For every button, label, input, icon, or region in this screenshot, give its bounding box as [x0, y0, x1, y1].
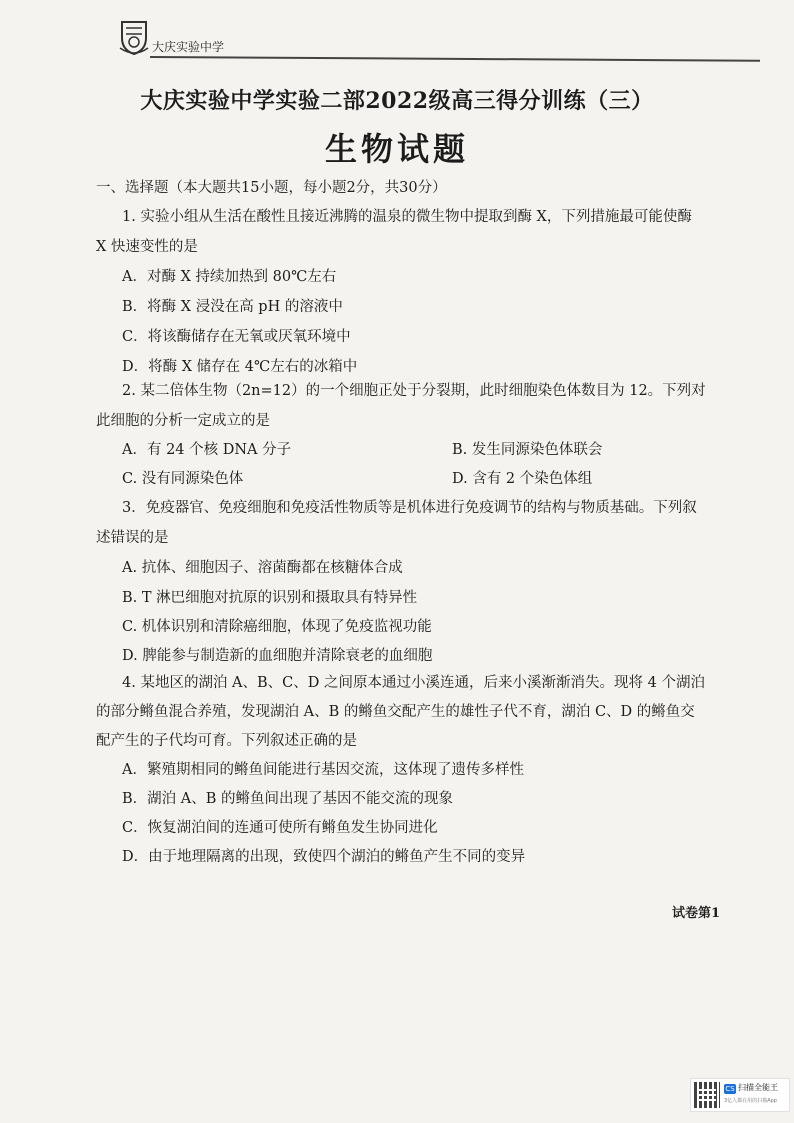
scanner-badge-title: 扫描全能王	[738, 1083, 778, 1092]
question-2-stem-cont: 此细胞的分析一定成立的是	[96, 413, 270, 429]
question-1-stem-cont: X 快速变性的是	[96, 239, 198, 255]
question-1-option-a: A．对酶 X 持续加热到 80℃左右	[122, 269, 337, 285]
question-2-option-a: A．有 24 个核 DNA 分子	[122, 442, 292, 458]
question-2-option-c: C. 没有同源染色体	[122, 471, 244, 487]
question-2-stem: 2. 某二倍体生物（2n=12）的一个细胞正处于分裂期，此时细胞染色体数目为 12。下列对	[122, 383, 706, 399]
question-3-stem: 3．免疫器官、免疫细胞和免疫活性物质等是机体进行免疫调节的结构与物质基础。下列叙	[122, 500, 697, 516]
section-heading: 一、选择题（本大题共15小题，每小题2分，共30分）	[96, 180, 447, 196]
question-3-option-c: C. 机体识别和清除癌细胞，体现了免疫监视功能	[122, 619, 432, 635]
exam-title: 大庆实验中学实验二部2022级高三得分训练（三）	[140, 88, 654, 114]
question-4-stem-cont-2: 配产生的子代均可育。下列叙述正确的是	[96, 733, 357, 749]
question-3-option-b: B. T 淋巴细胞对抗原的识别和摄取具有特异性	[122, 590, 418, 606]
question-2-option-d: D. 含有 2 个染色体组	[452, 471, 593, 487]
qr-code-icon	[694, 1082, 720, 1108]
question-4-stem: 4. 某地区的湖泊 A、B、C、D 之间原本通过小溪连通，后来小溪渐渐消失。现将 4 个湖泊	[122, 675, 705, 691]
question-1-stem: 1. 实验小组从生活在酸性且接近沸腾的温泉的微生物中提取到酶 X，下列措施最可能使酶	[122, 209, 692, 225]
question-4-option-c: C．恢复湖泊间的连通可使所有鳉鱼发生协同进化	[122, 820, 438, 836]
question-4-stem-cont-1: 的部分鳉鱼混合养殖，发现湖泊 A、B 的鳉鱼交配产生的雄性子代不育，湖泊 C、D 的鳉鱼交	[96, 704, 695, 720]
question-1-option-b: B．将酶 X 浸没在高 pH 的溶液中	[122, 299, 343, 315]
question-3-option-a: A. 抗体、细胞因子、溶菌酶都在核糖体合成	[122, 560, 403, 576]
exam-subject-title: 生物试题	[324, 130, 469, 168]
header-rule	[150, 56, 760, 62]
school-name: 大庆实验中学	[152, 40, 225, 54]
question-2-option-b: B. 发生同源染色体联会	[452, 442, 603, 458]
question-3-option-d: D. 脾能参与制造新的血细胞并清除衰老的血细胞	[122, 648, 433, 664]
question-4-option-d: D．由于地理隔离的出现，致使四个湖泊的鳉鱼产生不同的变异	[122, 849, 526, 865]
page-number: 试卷第1	[672, 906, 721, 921]
scanner-badge-subtitle: 3亿人都在用的扫描App	[724, 1098, 777, 1104]
question-1-option-d: D．将酶 X 储存在 4℃左右的冰箱中	[122, 359, 358, 375]
question-4-option-a: A．繁殖期相同的鳉鱼间能进行基因交流，这体现了遗传多样性	[122, 762, 524, 778]
scanner-watermark-badge	[690, 1078, 790, 1112]
school-crest-logo	[118, 18, 150, 56]
question-1-option-c: C．将该酶储存在无氧或厌氧环境中	[122, 329, 351, 345]
camscanner-logo-icon: CS	[725, 1085, 735, 1093]
question-3-stem-cont: 述错误的是	[96, 530, 169, 546]
question-4-option-b: B．湖泊 A、B 的鳉鱼间出现了基因不能交流的现象	[122, 791, 453, 807]
